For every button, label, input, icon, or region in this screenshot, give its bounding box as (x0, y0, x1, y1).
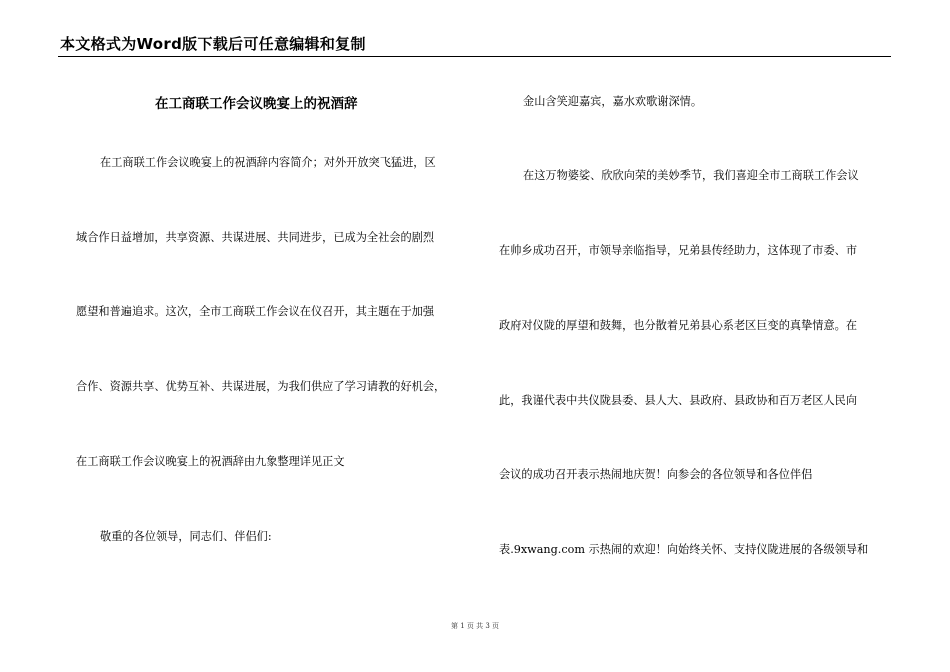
paragraph-line: 在工商联工作会议晚宴上的祝酒辞内容简介；对外开放突飞猛进，区 (100, 156, 436, 169)
paragraph-line: 域合作日益增加，共享资源、共谋进展、共同进步，已成为全社会的剧烈 (76, 231, 435, 244)
page-number: 第 1 页 共 3 页 (450, 622, 500, 630)
paragraph-line: 愿望和普遍追求。这次，全市工商联工作会议在仪召开，其主题在于加强 (76, 305, 435, 318)
paragraph-line: 在帅乡成功召开，市领导亲临指导，兄弟县传经助力，这体现了市委、市 (499, 244, 858, 257)
paragraph-line: 在工商联工作会议晚宴上的祝酒辞由九象整理详见正文 (76, 455, 345, 468)
paragraph-line: 政府对仪陇的厚望和鼓舞，也分散着兄弟县心系老区巨变的真挚情意。在 (499, 319, 858, 332)
document-banner: 本文格式为Word版下载后可任意编辑和复制 (60, 35, 366, 53)
paragraph-line: 会议的成功召开表示热闹地庆贺！向参会的各位领导和各位伴侣 (499, 468, 813, 481)
paragraph-line: 合作、资源共享、优势互补、共谋进展，为我们供应了学习请教的好机会， (76, 380, 446, 393)
paragraph-line: 金山含笑迎嘉宾，嘉水欢歌谢深情。 (523, 95, 703, 108)
paragraph-line: 此，我谨代表中共仪陇县委、县人大、县政府、县政协和百万老区人民向 (499, 394, 858, 407)
paragraph-line: 在这万物婆娑、欣欣向荣的美妙季节，我们喜迎全市工商联工作会议 (523, 169, 859, 182)
salutation-line: 敬重的各位领导，同志们、伴侣们: (100, 530, 272, 543)
document-title: 在工商联工作会议晚宴上的祝酒辞 (155, 96, 358, 112)
paragraph-line: 表.9xwang.com 示热闹的欢迎！向始终关怀、支持仪陇进展的各级领导和 (499, 543, 869, 556)
header-divider (58, 56, 891, 57)
